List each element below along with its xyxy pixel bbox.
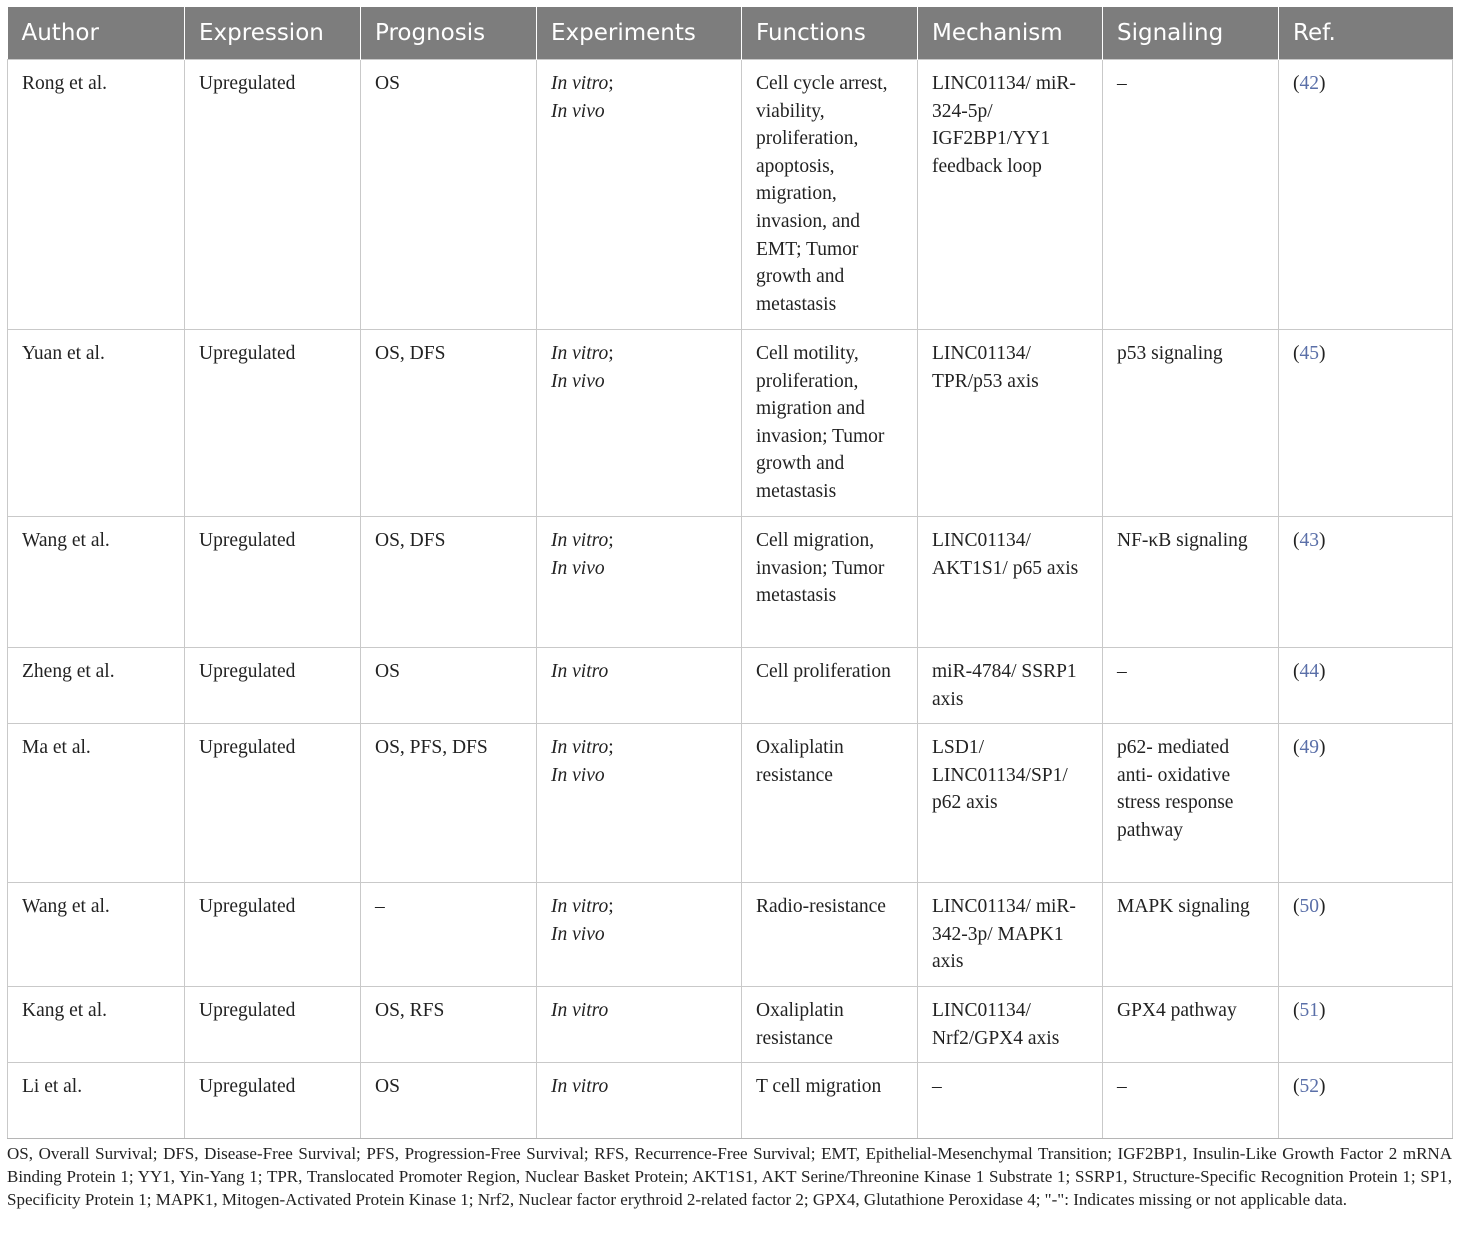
cell-expression: Upregulated: [185, 1063, 361, 1139]
cell-expression: Upregulated: [185, 724, 361, 883]
table-row: [8, 517, 1453, 648]
cell-author: Wang et al.: [8, 517, 185, 648]
reference-link[interactable]: 44: [1299, 661, 1319, 682]
cell-author: Li et al.: [8, 1063, 185, 1139]
table-row: [8, 1063, 1453, 1139]
header-ref: Ref.: [1279, 7, 1453, 60]
cell-expression: Upregulated: [185, 60, 361, 330]
experiment-type: In vitro: [551, 530, 609, 551]
header-mechanism: Mechanism: [918, 7, 1103, 60]
cell-expression: Upregulated: [185, 883, 361, 987]
cell-signaling: p62- mediated anti- oxidative stress response pathway: [1103, 724, 1279, 883]
cell-functions: Cell proliferation: [742, 648, 918, 724]
cell-prognosis: OS: [361, 648, 537, 724]
cell-functions: Oxaliplatin resistance: [742, 724, 918, 883]
cell-mechanism: LINC01134/ Nrf2/GPX4 axis: [918, 987, 1103, 1063]
cell-signaling: p53 signaling: [1103, 330, 1279, 517]
header-author: Author: [8, 7, 185, 60]
experiment-type: In vitro: [551, 73, 609, 94]
cell-mechanism: –: [918, 1063, 1103, 1139]
experiment-type: In vitro: [551, 896, 609, 917]
cell-functions: T cell migration: [742, 1063, 918, 1139]
cell-experiments: [537, 987, 742, 1063]
header-row: [8, 7, 1453, 60]
cell-expression: Upregulated: [185, 648, 361, 724]
cell-expression: Upregulated: [185, 517, 361, 648]
cell-functions: Cell motility, proliferation, migration and invasion; Tumor growth and metastasis: [742, 330, 918, 517]
cell-signaling: –: [1103, 60, 1279, 330]
cell-prognosis: OS, RFS: [361, 987, 537, 1063]
cell-prognosis: OS, DFS: [361, 330, 537, 517]
table-row: [8, 883, 1453, 987]
cell-mechanism: LINC01134/ miR-324-5p/ IGF2BP1/YY1 feedback loop: [918, 60, 1103, 330]
cell-functions: Cell cycle arrest, viability, proliferation, apoptosis, migration, invasion, and EMT; Tumor growth and metastasis: [742, 60, 918, 330]
table-row: [8, 724, 1453, 883]
reference-link[interactable]: 52: [1299, 1076, 1319, 1097]
experiment-type: In vitro: [551, 1000, 609, 1021]
table-row: [8, 648, 1453, 724]
cell-mechanism: miR-4784/ SSRP1 axis: [918, 648, 1103, 724]
cell-ref: (43): [1279, 517, 1453, 648]
experiment-type: In vitro: [551, 343, 609, 364]
header-functions: Functions: [742, 7, 918, 60]
cell-experiments: In vitro; In vivo: [537, 883, 742, 987]
cell-signaling: –: [1103, 648, 1279, 724]
cell-ref: (45): [1279, 330, 1453, 517]
cell-experiments: [537, 648, 742, 724]
cell-functions: Oxaliplatin resistance: [742, 987, 918, 1063]
reference-link[interactable]: 50: [1299, 896, 1319, 917]
cell-experiments: In vitro; In vivo: [537, 517, 742, 648]
cell-experiments: In vitro; In vivo: [537, 724, 742, 883]
cell-experiments: In vitro; In vivo: [537, 330, 742, 517]
cell-author: Zheng et al.: [8, 648, 185, 724]
cell-author: Kang et al.: [8, 987, 185, 1063]
cell-prognosis: OS: [361, 1063, 537, 1139]
table-row: [8, 60, 1453, 330]
cell-signaling: NF-κB signaling: [1103, 517, 1279, 648]
cell-functions: Radio-resistance: [742, 883, 918, 987]
cell-ref: (50): [1279, 883, 1453, 987]
experiment-type: In vivo: [551, 370, 605, 392]
reference-link[interactable]: 42: [1299, 73, 1319, 94]
cell-ref: (42): [1279, 60, 1453, 330]
table-row: [8, 987, 1453, 1063]
cell-signaling: GPX4 pathway: [1103, 987, 1279, 1063]
cell-ref: (44): [1279, 648, 1453, 724]
cell-ref: (52): [1279, 1063, 1453, 1139]
cell-mechanism: LINC01134/ AKT1S1/ p65 axis: [918, 517, 1103, 648]
cell-experiments: In vitro; In vivo: [537, 60, 742, 330]
reference-link[interactable]: 49: [1299, 737, 1319, 758]
cell-functions: Cell migration, invasion; Tumor metastasis: [742, 517, 918, 648]
cell-mechanism: LINC01134/ TPR/p53 axis: [918, 330, 1103, 517]
cell-author: Rong et al.: [8, 60, 185, 330]
cell-experiments: [537, 1063, 742, 1139]
cell-prognosis: OS, DFS: [361, 517, 537, 648]
cell-author: Yuan et al.: [8, 330, 185, 517]
cell-prognosis: –: [361, 883, 537, 987]
cell-ref: (49): [1279, 724, 1453, 883]
experiment-type: In vitro: [551, 661, 609, 682]
cell-mechanism: LINC01134/ miR-342-3p/ MAPK1 axis: [918, 883, 1103, 987]
cell-author: Wang et al.: [8, 883, 185, 987]
header-experiments: Experiments: [537, 7, 742, 60]
cell-ref: (51): [1279, 987, 1453, 1063]
reference-link[interactable]: 51: [1299, 1000, 1319, 1021]
experiment-type: In vivo: [551, 923, 605, 945]
cell-author: Ma et al.: [8, 724, 185, 883]
header-signaling: Signaling: [1103, 7, 1279, 60]
experiment-type: In vivo: [551, 557, 605, 579]
cell-signaling: –: [1103, 1063, 1279, 1139]
experiment-type: In vivo: [551, 764, 605, 786]
cell-mechanism: LSD1/ LINC01134/SP1/ p62 axis: [918, 724, 1103, 883]
cell-prognosis: OS, PFS, DFS: [361, 724, 537, 883]
reference-link[interactable]: 45: [1299, 343, 1319, 364]
experiment-type: In vitro: [551, 1076, 609, 1097]
header-prognosis: Prognosis: [361, 7, 537, 60]
cell-prognosis: OS: [361, 60, 537, 330]
header-expression: Expression: [185, 7, 361, 60]
table-container: [7, 7, 1452, 1139]
table-row: [8, 330, 1453, 517]
cell-expression: Upregulated: [185, 987, 361, 1063]
experiment-type: In vitro: [551, 737, 609, 758]
reference-link[interactable]: 43: [1299, 530, 1319, 551]
table-footnote: OS, Overall Survival; DFS, Disease-Free Survival; PFS, Progression-Free Survival; RFS, Recurrence-Free Survival; EMT, Epithelial-Mesenchymal Transition; IGF2BP1, Insulin-Like Growth Factor 2 mRNA Binding Protein 1; YY1, Yin-Yang 1; TPR, Translocated Promoter Region, Nuclear Basket Protein; AKT1S1, AKT Serine/Threonine Kinase 1 Substrate 1; SSRP1, Structure-Specific Recognition Protein 1; SP1, Specificity Protein 1; MAPK1, Mitogen-Activated Protein Kinase 1; Nrf2, Nuclear factor erythroid 2-related factor 2; GPX4, Glutathione Peroxidase 4; "-": Indicates missing or not applicable data.: [7, 1144, 1452, 1209]
experiment-type: In vivo: [551, 100, 605, 122]
lncrna-studies-table: [7, 7, 1453, 1139]
cell-expression: Upregulated: [185, 330, 361, 517]
cell-signaling: MAPK signaling: [1103, 883, 1279, 987]
